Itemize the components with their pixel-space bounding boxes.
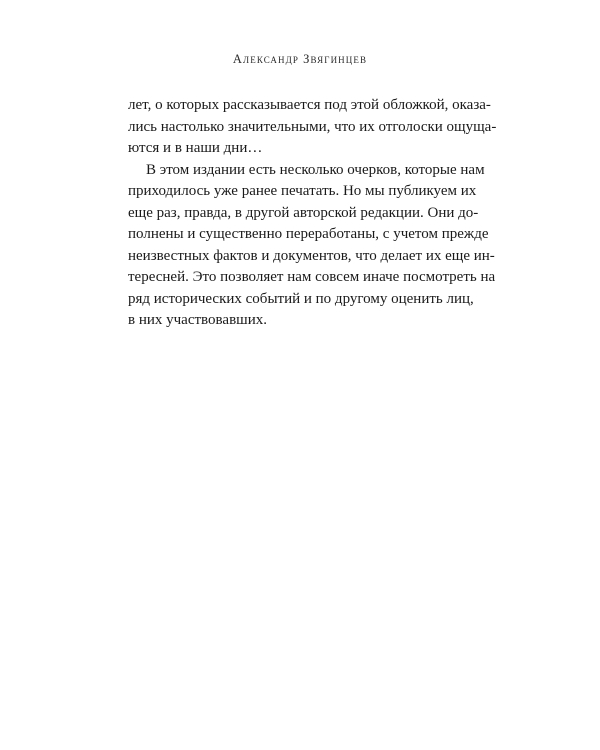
text-line: ются и в наши дни…	[128, 140, 263, 156]
text-line: приходилось уже ранее печатать. Но мы публикуем их	[128, 183, 477, 199]
text-line: полнены и существенно переработаны, с учетом прежде	[128, 226, 489, 242]
text-line: в них участвовавших.	[128, 312, 267, 328]
text-line: тересней. Это позволяет нам совсем иначе посмотреть на	[128, 269, 496, 285]
text-line: лет, о которых рассказывается под этой обложкой, оказа-	[128, 97, 491, 113]
body-text	[128, 95, 497, 332]
text-line: еще раз, правда, в другой авторской редакции. Они до-	[128, 204, 479, 221]
paragraph-1	[128, 95, 497, 160]
text-line: лись настолько значительными, что их отголоски ощуща-	[128, 118, 497, 135]
text-line: неизвестных фактов и документов, что делает их еще ин-	[128, 247, 495, 264]
text-line: В этом издании есть несколько очерков, которые нам	[146, 161, 485, 178]
text-line: ряд исторических событий и по другому оценить лиц,	[128, 290, 474, 307]
paragraph-2	[128, 160, 496, 332]
running-head-author: Александр Звягинцев	[232, 52, 368, 66]
